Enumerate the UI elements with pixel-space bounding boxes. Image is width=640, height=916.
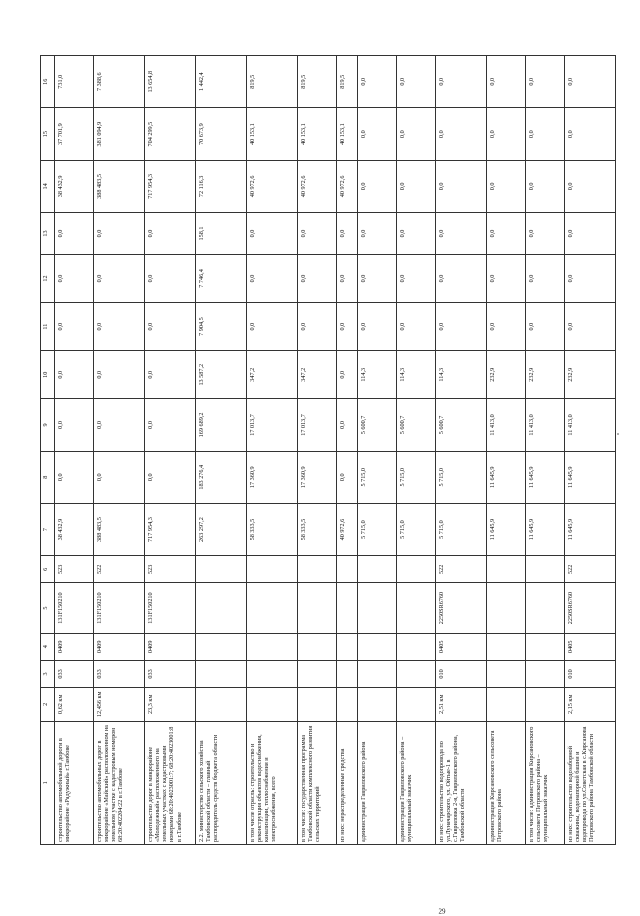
page-number: 29 — [438, 907, 446, 916]
value-cell — [397, 633, 436, 660]
value-cell — [196, 660, 247, 687]
value-cell — [487, 660, 526, 687]
value-cell: 11 645,9 — [487, 451, 526, 503]
value-cell: 0,0 — [337, 213, 358, 255]
value-cell: 0,0 — [436, 254, 487, 302]
value-cell: 0,0 — [526, 160, 565, 212]
value-cell: 0,0 — [94, 213, 145, 255]
value-cell: 40 153,1 — [337, 108, 358, 160]
value-cell — [487, 633, 526, 660]
value-cell: 37 701,9 — [55, 108, 94, 160]
value-cell: 0409 — [55, 633, 94, 660]
value-cell: 033 — [145, 660, 196, 687]
value-cell: 40 153,1 — [298, 108, 337, 160]
row-label-cell: из них: нераспределенные средства — [337, 721, 358, 844]
budget-table — [40, 55, 616, 845]
table-row — [487, 56, 526, 845]
value-cell: 5 715,0 — [436, 503, 487, 555]
value-cell: 0,0 — [358, 254, 397, 302]
value-cell: 2250SR6760 — [565, 583, 616, 633]
value-cell: 0,0 — [487, 160, 526, 212]
value-cell: 0,0 — [487, 213, 526, 255]
value-cell: 40 972,6 — [247, 160, 298, 212]
row-label-cell: администрация Кирсановского сельсовета Петровского района — [487, 721, 526, 844]
value-cell: 13 587,2 — [196, 351, 247, 399]
value-cell: 0,0 — [145, 399, 196, 451]
value-cell: 0,0 — [487, 254, 526, 302]
table-row — [94, 56, 145, 845]
header-cell: 16 — [41, 56, 55, 108]
value-cell — [247, 633, 298, 660]
value-cell: 70 673,9 — [196, 108, 247, 160]
value-cell: 0,0 — [247, 213, 298, 255]
value-cell: 819,5 — [247, 56, 298, 108]
value-cell: 388 483,5 — [94, 503, 145, 555]
value-cell: 0,0 — [298, 254, 337, 302]
header-cell: 7 — [41, 503, 55, 555]
value-cell: 0,0 — [55, 351, 94, 399]
header-cell: 1 — [41, 721, 55, 844]
value-cell: 131F150210 — [55, 583, 94, 633]
value-cell: 5 600,7 — [436, 399, 487, 451]
value-cell: 0,0 — [436, 108, 487, 160]
value-cell — [298, 556, 337, 583]
value-cell — [196, 556, 247, 583]
value-cell: 114,3 — [358, 351, 397, 399]
value-cell: 381 094,9 — [94, 108, 145, 160]
value-cell: 0,0 — [397, 303, 436, 351]
value-cell: 0,0 — [565, 213, 616, 255]
value-cell — [298, 688, 337, 721]
value-cell: 0,0 — [436, 303, 487, 351]
header-cell: 6 — [41, 556, 55, 583]
value-cell: 2250SR6760 — [436, 583, 487, 633]
value-cell: 819,5 — [298, 56, 337, 108]
value-cell: 0,0 — [145, 451, 196, 503]
row-label-cell: администрация Гавриловского района — [358, 721, 397, 844]
value-cell: 819,5 — [337, 56, 358, 108]
value-cell — [298, 633, 337, 660]
value-cell: 010 — [565, 660, 616, 687]
value-cell: 0,0 — [247, 303, 298, 351]
value-cell: 347,2 — [247, 351, 298, 399]
value-cell: 131F150210 — [145, 583, 196, 633]
value-cell: 0,0 — [526, 108, 565, 160]
value-cell: 0,0 — [358, 160, 397, 212]
value-cell: 0,62 км — [55, 688, 94, 721]
value-cell: 0,0 — [94, 451, 145, 503]
value-cell: 522 — [565, 556, 616, 583]
value-cell: 12,456 км — [94, 688, 145, 721]
value-cell: 11 645,9 — [565, 451, 616, 503]
table-row — [526, 56, 565, 845]
table-row — [196, 56, 247, 845]
value-cell: 13 654,8 — [145, 56, 196, 108]
value-cell: 0,0 — [565, 303, 616, 351]
row-label-cell: администрация Гавриловского района – муниципальный заказчик — [397, 721, 436, 844]
value-cell — [487, 583, 526, 633]
value-cell: 388 483,5 — [94, 160, 145, 212]
value-cell — [337, 583, 358, 633]
value-cell — [337, 556, 358, 583]
value-cell: 11 645,9 — [487, 503, 526, 555]
value-cell: 5 715,0 — [358, 503, 397, 555]
scan-speck — [617, 433, 619, 435]
value-cell: 17 360,9 — [298, 451, 337, 503]
row-label-cell: строительство автомобильных дорог в микрорайоне «Майский» расположенном на земельном участке с кадастровым номером 68:20:402204:22 в г.Тамбове — [94, 721, 145, 844]
row-label-cell: строительство дорог в микрорайоне «Молодежный» расположенного на земельных участках с кадастровыми номерами 68:20:4023001:7; 68:20:4023001:8 в г.Тамбове — [145, 721, 196, 844]
row-label-cell: в том числе отрасль: строительство и реконструкция объектов водоснабжения, канализации, теплоснабжения и электроснабжения, всего — [247, 721, 298, 844]
value-cell — [397, 583, 436, 633]
value-cell — [196, 583, 247, 633]
value-cell: 0,0 — [526, 213, 565, 255]
value-cell — [526, 556, 565, 583]
header-row — [41, 56, 55, 845]
value-cell: 033 — [55, 660, 94, 687]
value-cell: 0,0 — [565, 254, 616, 302]
value-cell: 7 388,6 — [94, 56, 145, 108]
value-cell: 232,9 — [526, 351, 565, 399]
value-cell: 523 — [55, 556, 94, 583]
value-cell: 0,0 — [55, 254, 94, 302]
value-cell: 0,0 — [358, 303, 397, 351]
value-cell: 033 — [94, 660, 145, 687]
header-cell: 9 — [41, 399, 55, 451]
value-cell — [247, 583, 298, 633]
row-label-cell: из них: строительство водопровода по ул.Луначарского, ул. Ойтые-1 в с.Гавриловка 2-я, Гавриловского района, Тамбовской области — [436, 721, 487, 844]
value-cell: 0405 — [436, 633, 487, 660]
row-label-cell: в том числе: администрация Кирсановского сельсовета Петровского района – муниципальный заказчик — [526, 721, 565, 844]
value-cell: 17 013,7 — [247, 399, 298, 451]
value-cell: 11 645,9 — [526, 503, 565, 555]
value-cell: 0,0 — [337, 303, 358, 351]
value-cell — [397, 660, 436, 687]
value-cell: 0,0 — [487, 56, 526, 108]
value-cell — [487, 556, 526, 583]
value-cell: 0,0 — [337, 254, 358, 302]
value-cell — [358, 633, 397, 660]
value-cell: 0,0 — [94, 254, 145, 302]
value-cell: 40 153,1 — [247, 108, 298, 160]
value-cell: 0,0 — [247, 254, 298, 302]
value-cell: 17 360,9 — [247, 451, 298, 503]
value-cell: 0409 — [145, 633, 196, 660]
header-cell: 13 — [41, 213, 55, 255]
value-cell: 0,0 — [145, 351, 196, 399]
value-cell: 17 013,7 — [298, 399, 337, 451]
value-cell: 11 413,0 — [526, 399, 565, 451]
table-row — [397, 56, 436, 845]
value-cell — [358, 556, 397, 583]
value-cell: 0405 — [565, 633, 616, 660]
value-cell — [247, 556, 298, 583]
value-cell: 11 645,9 — [526, 451, 565, 503]
value-cell: 0,0 — [436, 56, 487, 108]
value-cell: 0,0 — [397, 108, 436, 160]
table-row — [358, 56, 397, 845]
value-cell: 232,9 — [565, 351, 616, 399]
value-cell: 0,0 — [337, 451, 358, 503]
value-cell: 523 — [145, 556, 196, 583]
value-cell: 010 — [436, 660, 487, 687]
value-cell: 7 904,5 — [196, 303, 247, 351]
value-cell: 0409 — [94, 633, 145, 660]
value-cell: 38 432,9 — [55, 160, 94, 212]
value-cell: 0,0 — [145, 254, 196, 302]
value-cell — [526, 688, 565, 721]
row-label-cell: в том числе: государственная программа Тамбовской области комплексного развития сельских территорий — [298, 721, 337, 844]
table-row — [565, 56, 616, 845]
value-cell: 5 715,0 — [397, 451, 436, 503]
value-cell: 1 442,4 — [196, 56, 247, 108]
value-cell: 0,0 — [358, 56, 397, 108]
header-cell: 12 — [41, 254, 55, 302]
table-row — [337, 56, 358, 845]
header-cell: 11 — [41, 303, 55, 351]
table-row — [436, 56, 487, 845]
value-cell: 169 689,2 — [196, 399, 247, 451]
value-cell: 7 746,4 — [196, 254, 247, 302]
value-cell: 0,0 — [337, 351, 358, 399]
value-cell: 232,9 — [487, 351, 526, 399]
value-cell: 717 954,3 — [145, 160, 196, 212]
table-row — [298, 56, 337, 845]
value-cell: 0,0 — [55, 451, 94, 503]
value-cell — [487, 688, 526, 721]
value-cell: 72 116,3 — [196, 160, 247, 212]
value-cell: 731,0 — [55, 56, 94, 108]
value-cell: 0,0 — [337, 399, 358, 451]
value-cell: 0,0 — [55, 399, 94, 451]
value-cell: 5 715,0 — [436, 451, 487, 503]
value-cell: 0,0 — [298, 213, 337, 255]
value-cell: 0,0 — [94, 303, 145, 351]
value-cell: 11 413,0 — [487, 399, 526, 451]
value-cell: 0,0 — [526, 303, 565, 351]
value-cell — [337, 688, 358, 721]
value-cell — [358, 688, 397, 721]
value-cell — [337, 633, 358, 660]
value-cell: 0,0 — [397, 213, 436, 255]
value-cell: 131F150210 — [94, 583, 145, 633]
value-cell: 0,0 — [94, 351, 145, 399]
value-cell: 0,0 — [565, 108, 616, 160]
header-cell: 4 — [41, 633, 55, 660]
value-cell: 0,0 — [526, 56, 565, 108]
value-cell: 0,0 — [565, 160, 616, 212]
value-cell — [397, 688, 436, 721]
value-cell — [526, 583, 565, 633]
value-cell: 2,15 км — [565, 688, 616, 721]
value-cell: 40 972,6 — [337, 503, 358, 555]
value-cell: 5 715,0 — [358, 451, 397, 503]
value-cell: 0,0 — [94, 399, 145, 451]
value-cell: 2,51 км — [436, 688, 487, 721]
value-cell: 40 972,6 — [298, 160, 337, 212]
value-cell: 0,0 — [487, 108, 526, 160]
value-cell: 522 — [436, 556, 487, 583]
value-cell: 0,0 — [565, 56, 616, 108]
value-cell: 5 715,0 — [397, 503, 436, 555]
value-cell — [358, 660, 397, 687]
value-cell — [196, 633, 247, 660]
value-cell: 5 600,7 — [397, 399, 436, 451]
row-label-cell: из них: строительство водозаборной скважины, водонапорной башни и водопровода по ул.Советская в с.Кирсанова Петровского района Тамбовской области — [565, 721, 616, 844]
value-cell: 11 645,9 — [565, 503, 616, 555]
row-label-cell: строительство автомобильной дороги в микрорайоне «Радужный» г.Тамбове — [55, 721, 94, 844]
value-cell: 40 972,6 — [337, 160, 358, 212]
value-cell: 11 413,0 — [565, 399, 616, 451]
header-cell: 8 — [41, 451, 55, 503]
value-cell: 0,0 — [526, 254, 565, 302]
header-cell: 3 — [41, 660, 55, 687]
row-label-cell: 2.2. министерство сельского хозяйства Тамбовской области – главный распорядитель средств бюджета области — [196, 721, 247, 844]
value-cell: 58 333,5 — [247, 503, 298, 555]
header-cell: 5 — [41, 583, 55, 633]
value-cell: 58 333,5 — [298, 503, 337, 555]
value-cell: 0,0 — [358, 108, 397, 160]
value-cell — [298, 660, 337, 687]
header-cell: 2 — [41, 688, 55, 721]
value-cell: 347,2 — [298, 351, 337, 399]
value-cell — [298, 583, 337, 633]
value-cell — [337, 660, 358, 687]
value-cell: 183 276,4 — [196, 451, 247, 503]
value-cell: 23,3 км — [145, 688, 196, 721]
value-cell: 114,3 — [397, 351, 436, 399]
value-cell: 0,0 — [487, 303, 526, 351]
value-cell: 114,3 — [436, 351, 487, 399]
value-cell: 522 — [94, 556, 145, 583]
value-cell — [397, 556, 436, 583]
value-cell: 0,0 — [397, 160, 436, 212]
value-cell: 0,0 — [55, 303, 94, 351]
header-cell: 15 — [41, 108, 55, 160]
value-cell: 0,0 — [358, 213, 397, 255]
value-cell: 0,0 — [436, 213, 487, 255]
value-cell: 0,0 — [397, 56, 436, 108]
value-cell — [247, 660, 298, 687]
value-cell: 717 954,3 — [145, 503, 196, 555]
value-cell: 0,0 — [436, 160, 487, 212]
value-cell: 5 600,7 — [358, 399, 397, 451]
table-row — [55, 56, 94, 845]
value-cell: 0,0 — [145, 303, 196, 351]
value-cell — [247, 688, 298, 721]
header-cell: 14 — [41, 160, 55, 212]
table-row — [145, 56, 196, 845]
value-cell — [196, 688, 247, 721]
value-cell: 263 297,2 — [196, 503, 247, 555]
value-cell: 0,0 — [145, 213, 196, 255]
value-cell: 704 299,5 — [145, 108, 196, 160]
value-cell: 0,0 — [298, 303, 337, 351]
value-cell — [358, 583, 397, 633]
value-cell: 158,1 — [196, 213, 247, 255]
value-cell — [526, 633, 565, 660]
value-cell: 0,0 — [55, 213, 94, 255]
header-cell: 10 — [41, 351, 55, 399]
value-cell: 38 432,9 — [55, 503, 94, 555]
table-row — [247, 56, 298, 845]
value-cell: 0,0 — [397, 254, 436, 302]
value-cell — [526, 660, 565, 687]
